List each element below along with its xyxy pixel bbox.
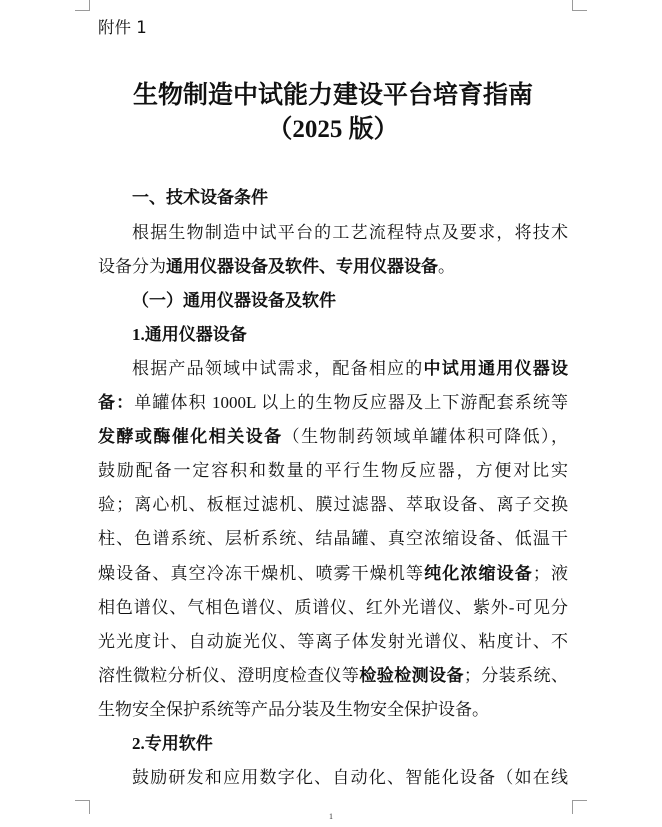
text-run: （生物制药领域单罐体积可降低），	[282, 427, 569, 447]
item-heading: 2.专用软件	[132, 733, 213, 753]
text-run: 单罐体积 1000L 以上的生物反应器及上下游配套系统等	[134, 393, 568, 413]
emphasis-text: 纯化浓缩设备	[424, 563, 533, 583]
corner-mark-top-left	[89, 0, 90, 10]
paragraph-line	[98, 557, 568, 591]
emphasis-text: 检验检测设备	[359, 665, 464, 685]
corner-mark-top-right	[572, 10, 587, 11]
text-run: ；液	[532, 563, 569, 583]
paragraph-line	[98, 454, 568, 488]
document-edition: （2025 版）	[267, 116, 399, 144]
text-run: 柱、色谱系统、层析系统、结晶罐、真空浓缩设备、低温干	[98, 529, 568, 549]
paragraph-line	[98, 761, 568, 795]
emphasis-text: 通用仪器设备及软件、专用仪器设备	[166, 256, 438, 276]
blank-line	[98, 147, 568, 181]
paragraph-line	[98, 693, 568, 727]
subsection-heading: （一）通用仪器设备及软件	[132, 290, 336, 310]
paragraph-line	[98, 216, 568, 250]
corner-mark-top-right	[572, 0, 573, 10]
paragraph-line	[98, 488, 568, 522]
paragraph-line	[98, 659, 568, 693]
text-run: 光光度计、自动旋光仪、等离子体发射光谱仪、粘度计、不	[98, 631, 568, 651]
text-run: 相色谱仪、气相色谱仪、质谱仪、红外光谱仪、紫外-可见分	[98, 597, 568, 617]
document-body	[98, 11, 568, 795]
corner-mark-bottom-right	[572, 800, 587, 801]
text-run: 设备分为	[98, 256, 166, 276]
text-run: 鼓励配备一定容积和数量的平行生物反应器，方便对比实	[98, 461, 568, 481]
text-run: 鼓励研发和应用数字化、自动化、智能化设备（如在线	[132, 768, 568, 788]
text-run: 根据产品领域中试需求，配备相应的	[132, 358, 424, 378]
text-run: 生物安全保护系统等产品分装及生物安全保护设备。	[98, 699, 489, 719]
page-number: 1	[329, 812, 333, 821]
paragraph-line	[98, 591, 568, 625]
emphasis-text: 发酵或酶催化相关设备	[98, 427, 283, 447]
item-heading: 1.通用仪器设备	[132, 324, 247, 344]
emphasis-text: 中试用通用仪器设	[423, 358, 569, 378]
section-heading: 一、技术设备条件	[132, 188, 268, 209]
paragraph-line	[98, 420, 568, 454]
document-title: 生物制造中试能力建设平台培育指南	[132, 82, 533, 110]
corner-mark-top-left	[75, 10, 90, 11]
text-run: 验；离心机、板框过滤机、膜过滤器、萃取设备、离子交换	[98, 495, 568, 515]
text-run: 根据生物制造中试平台的工艺流程特点及要求，将技术	[132, 222, 568, 242]
paragraph-line	[98, 386, 568, 420]
paragraph-line	[98, 250, 568, 284]
text-run: ；分装系统、	[463, 665, 569, 685]
text-run: 。	[438, 256, 455, 276]
emphasis-text: 备：	[98, 393, 135, 413]
paragraph-line	[98, 352, 568, 386]
text-run: 燥设备、真空冷冻干燥机、喷雾干燥机等	[98, 563, 425, 583]
blank-line	[98, 45, 568, 79]
corner-mark-bottom-left	[75, 800, 90, 801]
attachment-label: 附件 1	[98, 18, 147, 37]
paragraph-line	[98, 522, 568, 556]
paragraph-line	[98, 625, 568, 659]
text-run: 溶性微粒分析仪、澄明度检查仪等	[98, 665, 360, 685]
